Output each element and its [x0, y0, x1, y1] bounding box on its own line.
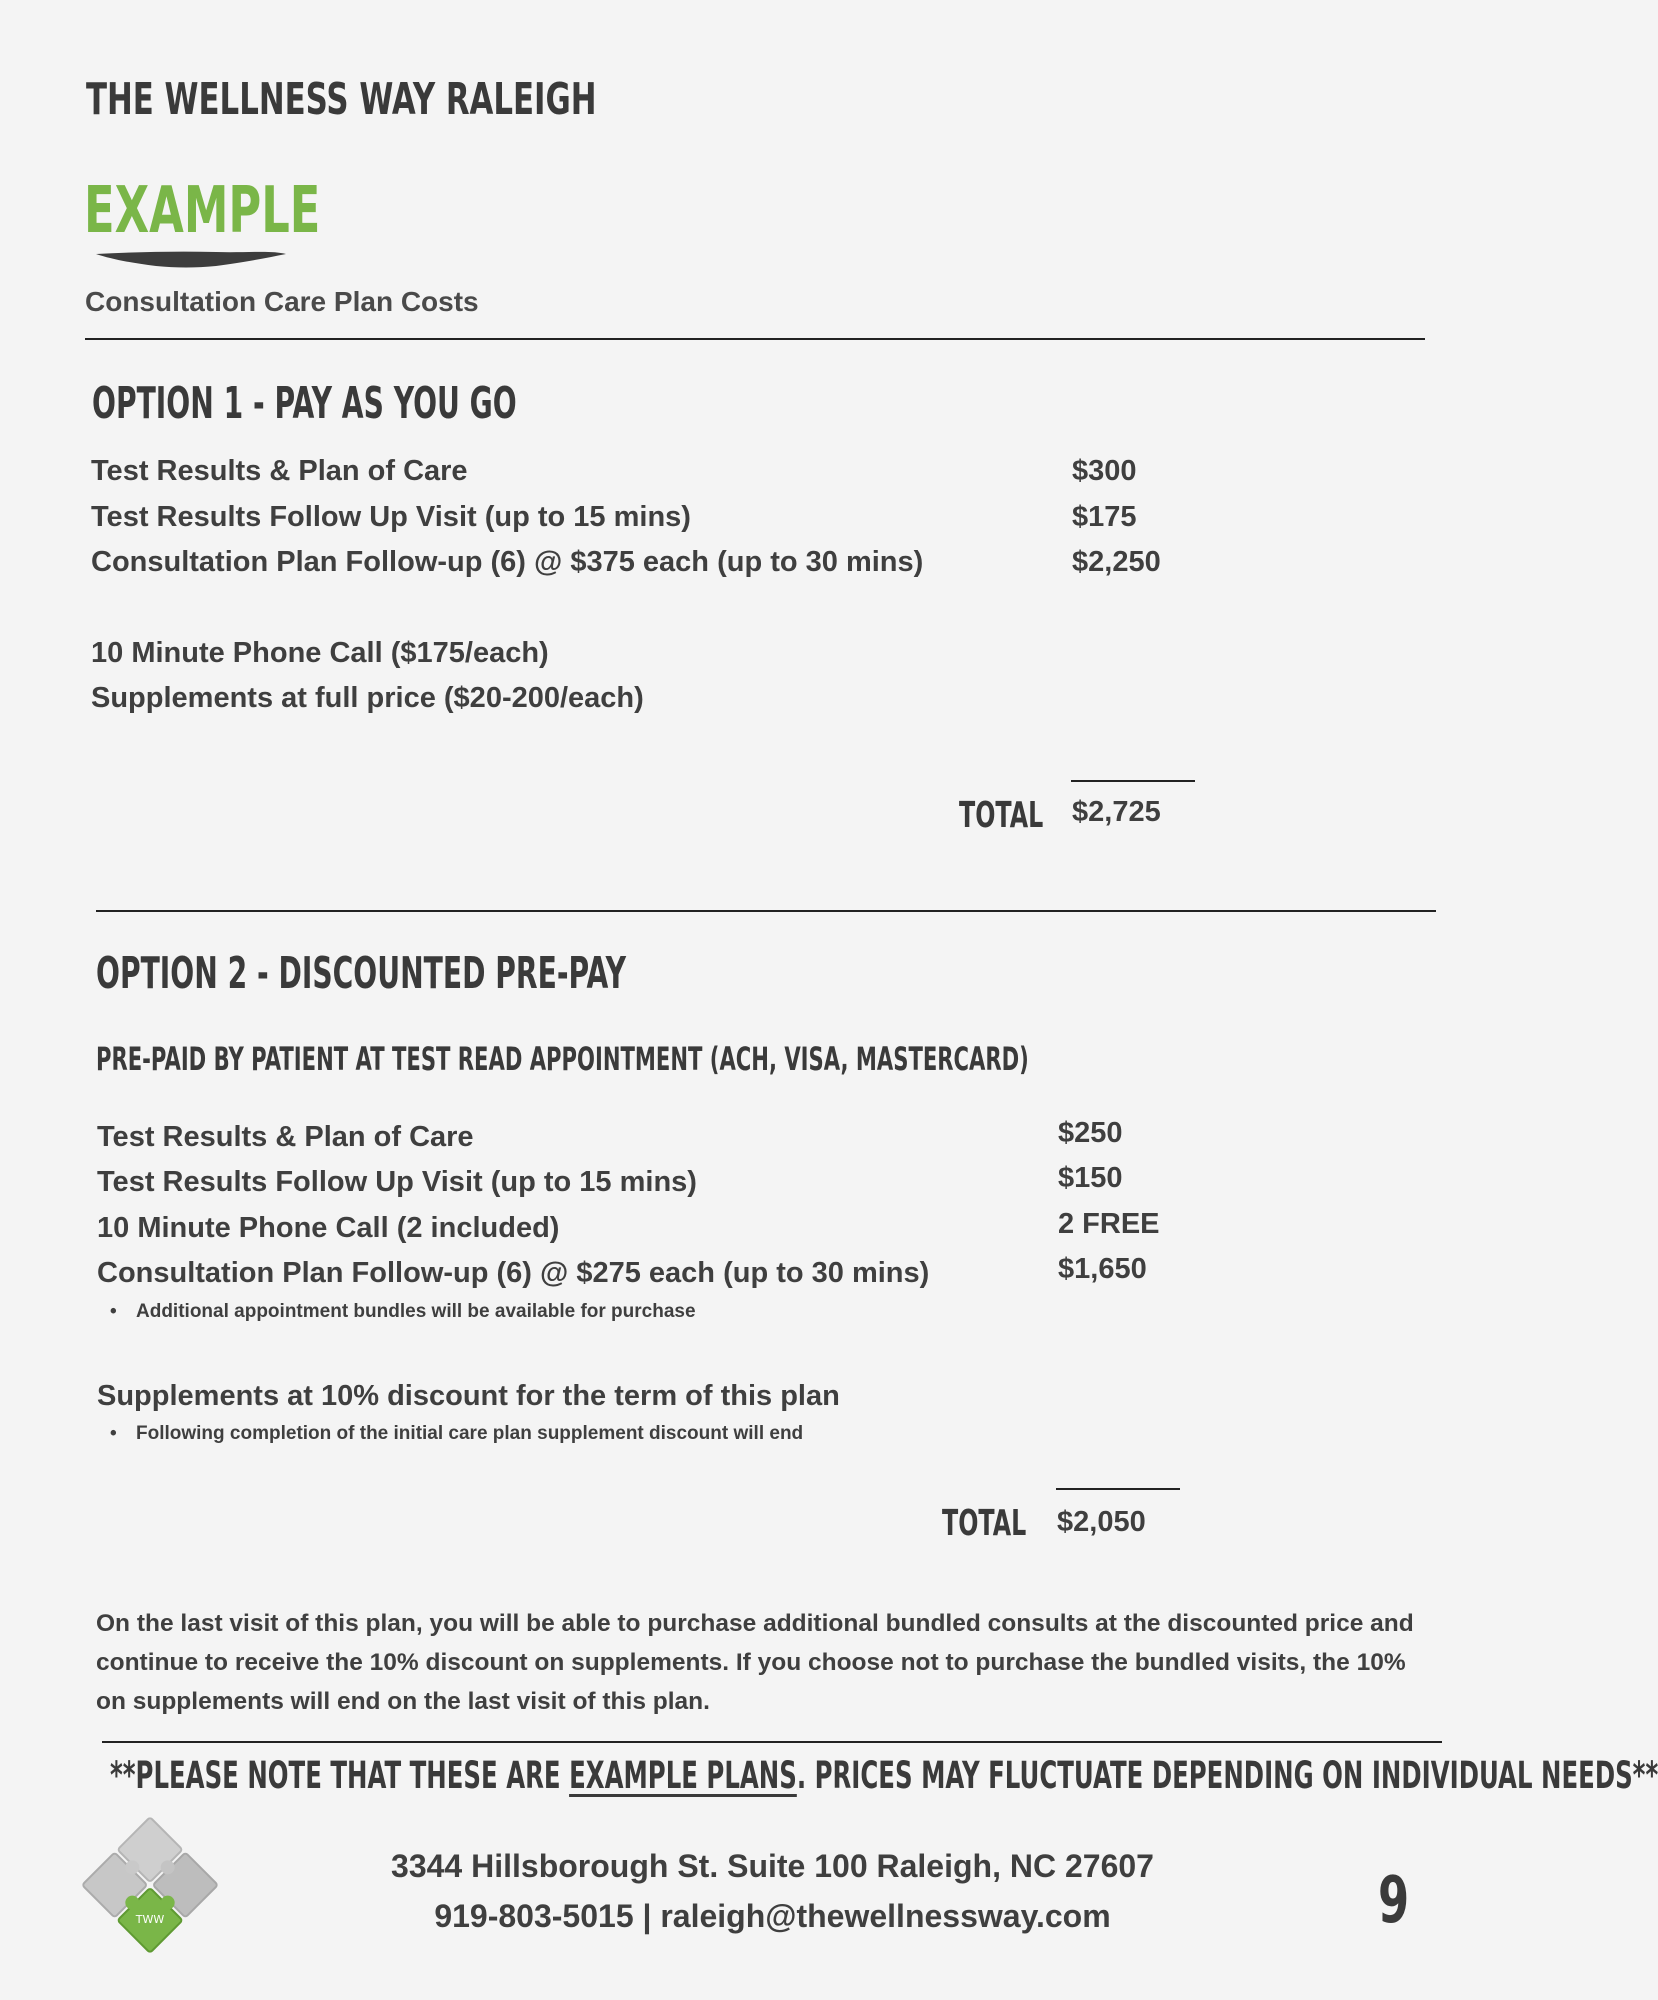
footer-contact: 919-803-5015 | raleigh@thewellnessway.com: [434, 1898, 1111, 1934]
puzzle-logo-icon: [80, 1815, 220, 1955]
option2-price: $250: [1058, 1117, 1123, 1149]
brush-stroke-decoration: [96, 248, 286, 272]
option2-total: $2,050: [1057, 1506, 1146, 1538]
option2-price: $1,650: [1058, 1253, 1147, 1285]
option1-item: Test Results & Plan of Care: [91, 455, 468, 487]
page-subtitle: Consultation Care Plan Costs: [85, 286, 479, 317]
option2-total-label: TOTAL: [942, 1503, 1027, 1544]
option1-item: Consultation Plan Follow-up (6) @ $375 each (up to 30 mins): [91, 546, 924, 578]
logo-text: TWW: [135, 1913, 165, 1926]
option2-item: Test Results Follow Up Visit (up to 15 mins): [97, 1166, 697, 1198]
example-plans-note: [110, 1754, 1658, 1797]
footer-address: 3344 Hillsborough St. Suite 100 Raleigh, NC 27607: [391, 1848, 1154, 1884]
option1-total: $2,725: [1072, 796, 1161, 828]
option1-extra: 10 Minute Phone Call ($175/each): [91, 637, 549, 669]
total-rule: [1056, 1488, 1180, 1490]
option1-price: $300: [1072, 455, 1137, 487]
brand-title: THE WELLNESS WAY RALEIGH: [86, 74, 597, 125]
option2-price: $150: [1058, 1162, 1123, 1194]
example-label: EXAMPLE: [84, 174, 321, 248]
option1-item: Test Results Follow Up Visit (up to 15 mins): [91, 501, 691, 533]
option2-bullet: • Additional appointment bundles will be available for purchase: [136, 1301, 696, 1323]
option1-price: $175: [1072, 501, 1137, 533]
option2-item: Consultation Plan Follow-up (6) @ $275 each (up to 30 mins): [97, 1257, 930, 1289]
option2-item: 10 Minute Phone Call (2 included): [97, 1212, 560, 1244]
divider: [85, 338, 1425, 340]
option1-extra: Supplements at full price ($20-200/each): [91, 682, 644, 714]
page-number: 9: [1378, 1864, 1410, 1938]
option1-heading: OPTION 1 - PAY AS YOU GO: [92, 378, 517, 429]
closing-paragraph: On the last visit of this plan, you will be able to purchase additional bundled consults at the discounted price and continue to receive the 10% discount on supplements. If you choose not to purchase the bundled visits, the 10% on supplements will end on the last visit of this plan.: [96, 1610, 1414, 1715]
option1-price: $2,250: [1072, 546, 1161, 578]
option2-subheading: PRE-PAID BY PATIENT AT TEST READ APPOINTMENT (ACH, VISA, MASTERCARD): [96, 1040, 1029, 1078]
divider: [96, 910, 1436, 912]
option1-total-label: TOTAL: [959, 795, 1044, 836]
option2-heading: OPTION 2 - DISCOUNTED PRE-PAY: [96, 948, 627, 999]
note-underlined: EXAMPLE PLANS: [569, 1754, 797, 1797]
option2-price: 2 FREE: [1058, 1208, 1160, 1240]
note-suffix: . PRICES MAY FLUCTUATE DEPENDING ON INDIVIDUAL NEEDS**: [796, 1754, 1658, 1797]
total-rule: [1071, 780, 1195, 782]
note-prefix: **PLEASE NOTE THAT THESE ARE: [110, 1754, 570, 1797]
divider: [102, 1741, 1442, 1743]
option2-bullet: • Following completion of the initial care plan supplement discount will end: [136, 1423, 803, 1445]
option2-supplements: Supplements at 10% discount for the term of this plan: [97, 1380, 840, 1412]
option2-item: Test Results & Plan of Care: [97, 1121, 474, 1153]
